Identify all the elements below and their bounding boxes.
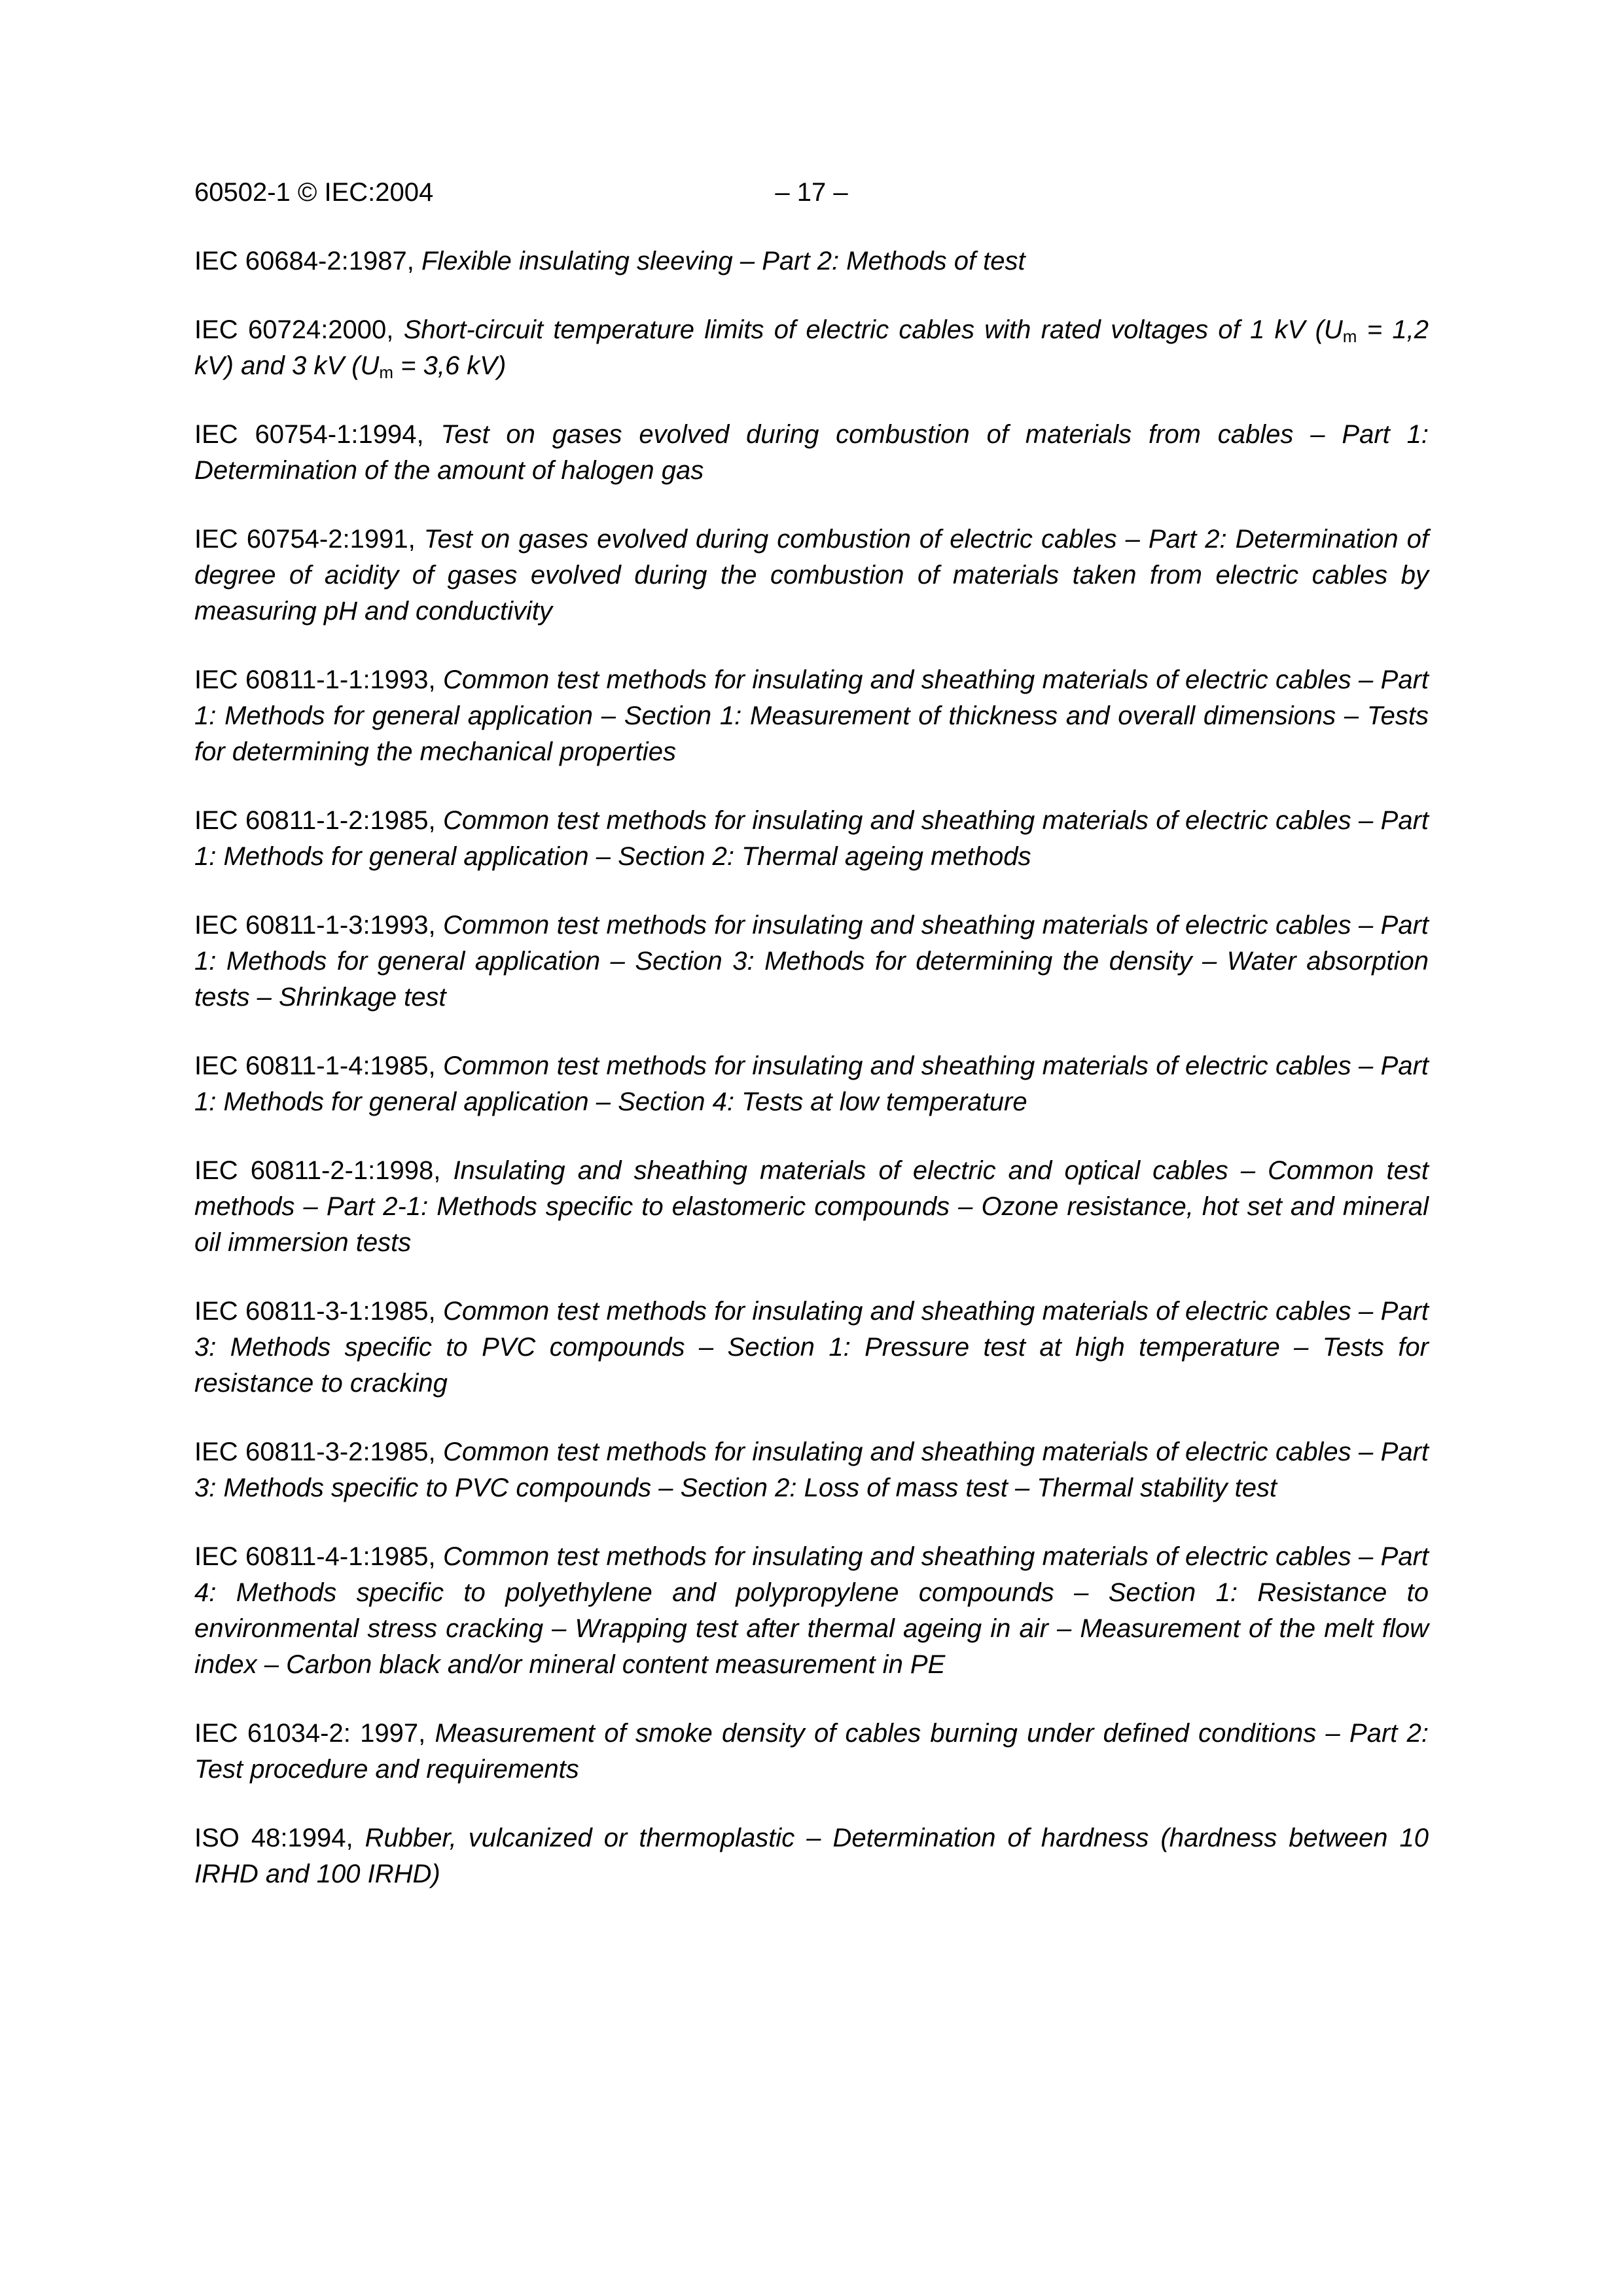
reference-code: ISO 48:1994, xyxy=(194,1824,353,1852)
reference-code: IEC 60811-1-1:1993, xyxy=(194,665,436,694)
reference-code: IEC 60724:2000, xyxy=(194,315,394,344)
reference-entry xyxy=(194,417,1429,489)
reference-title: Insulating and sheathing materials of electric and optical cables – Common test methods – Part 2-1: Methods specific to elastomeric compounds – Ozone resistance, hot set and mineral oil immersion tests xyxy=(194,1156,1429,1257)
reference-entry xyxy=(194,521,1429,629)
reference-entry xyxy=(194,1716,1429,1788)
reference-code: IEC 60811-1-4:1985, xyxy=(194,1051,436,1080)
reference-code: IEC 61034-2: 1997, xyxy=(194,1719,426,1748)
reference-title: Common test methods for insulating and sheathing materials of electric cables – Part 4: Methods specific to polyethylene and polypropylene compounds – Section 1: Resistance to environmental stress cracking – Wrapping test after thermal ageing in air – Measurement of the melt flow index – Carbon black and/or mineral content measurement in PE xyxy=(194,1542,1429,1679)
reference-title: Flexible insulating sleeving – Part 2: Methods of test xyxy=(421,247,1026,275)
reference-title: Test on gases evolved during combustion of materials from cables – Part 1: Determination of the amount of halogen gas xyxy=(194,420,1429,485)
reference-entry xyxy=(194,908,1429,1016)
reference-code: IEC 60811-3-2:1985, xyxy=(194,1438,436,1466)
reference-title: Short-circuit temperature limits of electric cables with rated voltages of 1 kV (Um = 1,2 kV) and 3 kV (Um = 3,6 kV) xyxy=(194,315,1429,382)
reference-entry xyxy=(194,1820,1429,1892)
reference-code: IEC 60811-4-1:1985, xyxy=(194,1542,436,1571)
reference-entry xyxy=(194,1434,1429,1506)
page-header xyxy=(194,175,1429,211)
reference-code: IEC 60811-3-1:1985, xyxy=(194,1297,436,1326)
reference-code: IEC 60811-1-3:1993, xyxy=(194,911,436,940)
reference-title: Rubber, vulcanized or thermoplastic – Determination of hardness (hardness between 10 IRHD and 100 IRHD) xyxy=(194,1824,1429,1888)
reference-title: Common test methods for insulating and sheathing materials of electric cables – Part 1: Methods for general application – Section 2: Thermal ageing methods xyxy=(194,806,1429,871)
reference-title: Common test methods for insulating and sheathing materials of electric cables – Part 1: Methods for general application – Section 1: Measurement of thickness and overall dimensions – Tests for determining the mechanical properties xyxy=(194,665,1429,766)
normative-references-list xyxy=(194,243,1429,1892)
page-number: – 17 – xyxy=(775,178,848,207)
reference-code: IEC 60811-1-2:1985, xyxy=(194,806,436,835)
reference-title: Common test methods for insulating and sheathing materials of electric cables – Part 3: Methods specific to PVC compounds – Section 1: Pressure test at high temperature – Tests for resistance to cracking xyxy=(194,1297,1429,1398)
reference-code: IEC 60754-2:1991, xyxy=(194,525,416,554)
reference-code: IEC 60754-1:1994, xyxy=(194,420,424,449)
reference-title: Common test methods for insulating and sheathing materials of electric cables – Part 1: Methods for general application – Section 4: Tests at low temperature xyxy=(194,1051,1429,1116)
reference-entry xyxy=(194,1539,1429,1683)
reference-entry xyxy=(194,312,1429,384)
reference-code: IEC 60684-2:1987, xyxy=(194,247,414,275)
reference-title: Measurement of smoke density of cables burning under defined conditions – Part 2: Test procedure and requirements xyxy=(194,1719,1429,1784)
reference-entry xyxy=(194,243,1429,279)
reference-entry xyxy=(194,1294,1429,1402)
reference-code: IEC 60811-2-1:1998, xyxy=(194,1156,441,1185)
reference-entry xyxy=(194,803,1429,875)
doc-code: 60502-1 © IEC:2004 xyxy=(194,178,434,207)
reference-entry xyxy=(194,1153,1429,1261)
reference-title: Common test methods for insulating and sheathing materials of electric cables – Part 1: Methods for general application – Section 3: Methods for determining the density – Water absorption tests – Shrinkage test xyxy=(194,911,1429,1012)
reference-entry xyxy=(194,662,1429,770)
reference-title: Common test methods for insulating and sheathing materials of electric cables – Part 3: Methods specific to PVC compounds – Section 2: Loss of mass test – Thermal stability test xyxy=(194,1438,1429,1502)
reference-title: Test on gases evolved during combustion of electric cables – Part 2: Determination of degree of acidity of gases evolved during the combustion of materials taken from electric cables by measuring pH and conductivity xyxy=(194,525,1429,626)
reference-entry xyxy=(194,1048,1429,1120)
